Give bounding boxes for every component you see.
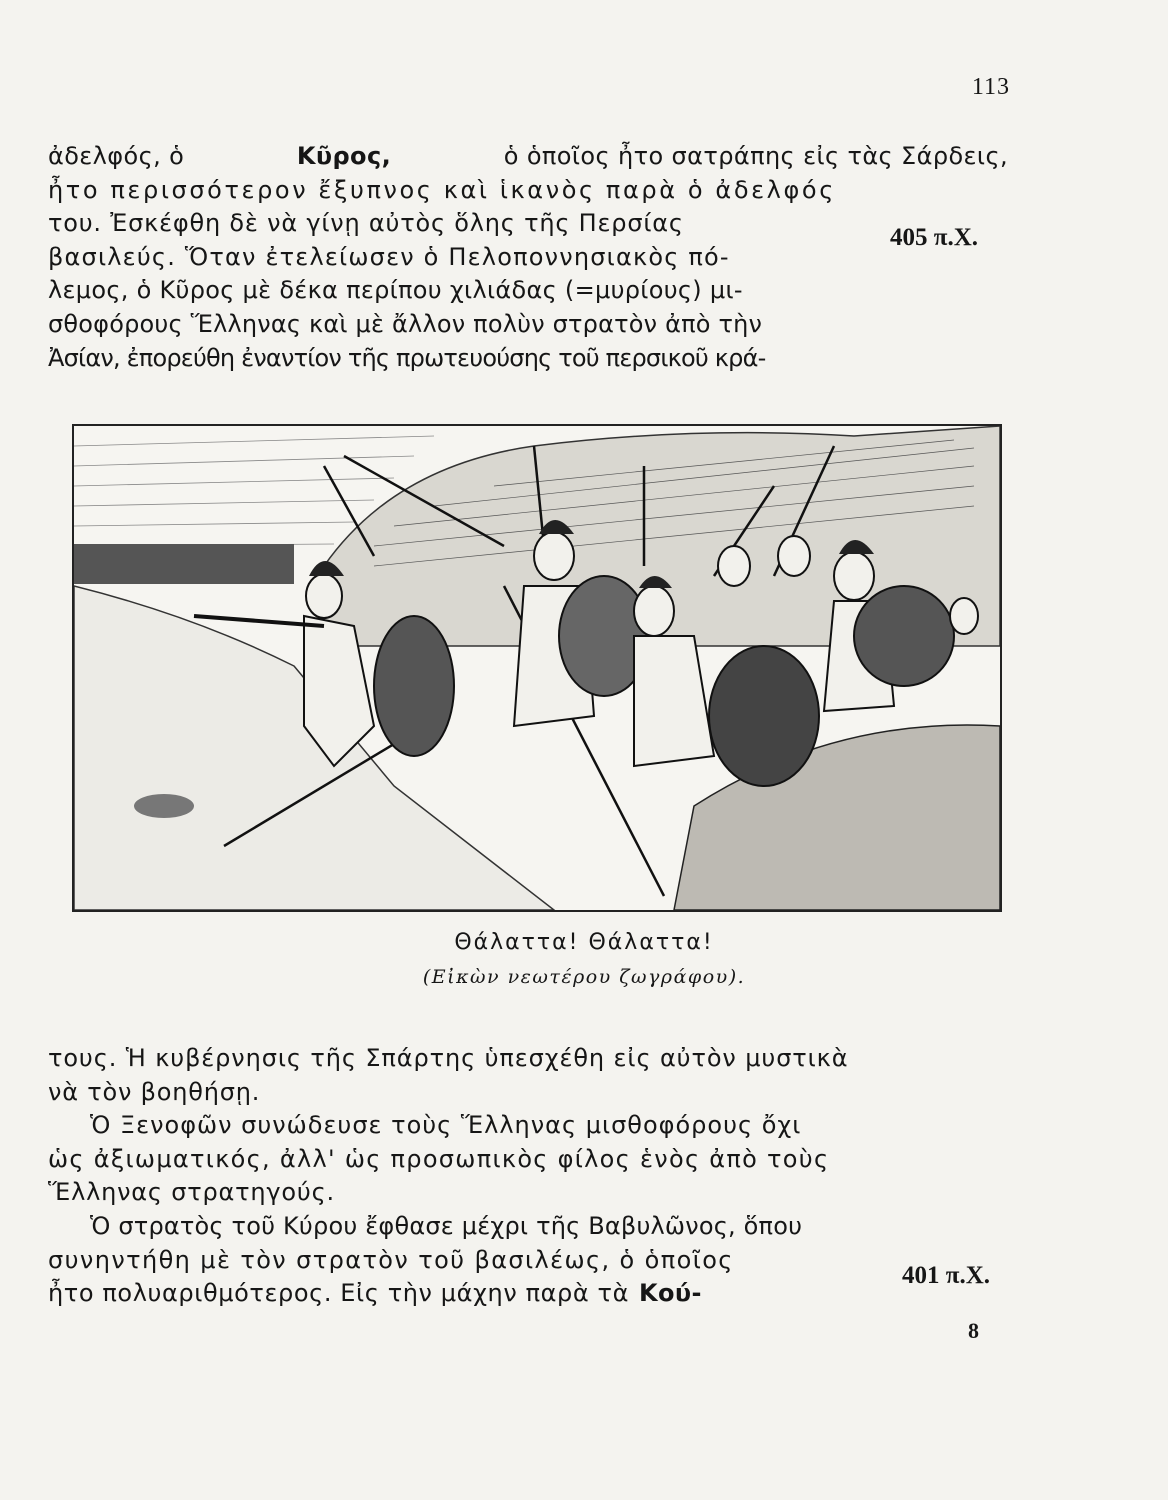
illustration-thalatta [72, 424, 1002, 912]
figure-credit: (Εἰκὼν νεωτέρου ζωγράφου). [422, 966, 746, 988]
bold-word-kou: Κού- [639, 1279, 702, 1308]
text-segment: ἦτο περισσότερον ἔξυπνος καὶ ἱκανὸς παρὰ ὁ ἀδελφός [48, 175, 836, 204]
text-line [48, 1277, 858, 1311]
text-segment: Ἕλληνας στρατηγούς. [48, 1178, 335, 1207]
text-line [48, 140, 1008, 174]
figure-caption: Θάλαττα! Θάλαττα! [454, 930, 714, 955]
text-segment: Ὁ Ξενοφῶν συνώδευσε τοὺς Ἕλληνας μισθοφόρους ὄχι [90, 1111, 802, 1140]
text-segment: νὰ τὸν βοηθήσῃ. [48, 1077, 261, 1106]
text-segment: του. Ἐσκέφθη δὲ νὰ γίνῃ αὐτὸς ὅλης τῆς Περσίας [48, 209, 684, 238]
bottom-paragraph [48, 1042, 1008, 1311]
text-line [48, 1076, 1008, 1110]
text-line [48, 308, 1008, 342]
text-line [48, 241, 858, 275]
text-segment: συνηντήθη μὲ τὸν στρατὸν τοῦ βασιλέως, ὁ ὁποῖος [48, 1245, 734, 1274]
text-segment: ὡς ἀξιωματικός, ἀλλ' ὡς προσωπικὸς φίλος ἑνὸς ἀπὸ τοὺς [48, 1144, 830, 1173]
sea [74, 544, 294, 584]
text-segment: λεμος, ὁ Κῦρος μὲ δέκα περίπου χιλιάδας (=μυρίους) μι- [48, 276, 743, 305]
text-line [48, 1210, 1008, 1244]
text-line [48, 207, 858, 241]
text-line [48, 1042, 1008, 1076]
bold-name-kyros: Κῦρος, [296, 142, 392, 170]
engraving-drawing [74, 426, 1000, 910]
text-line [48, 1143, 1008, 1177]
text-line [48, 174, 1008, 208]
text-segment: τους. Ἡ κυβέρνησις τῆς Σπάρτης ὑπεσχέθη εἰς αὐτὸν μυστικὰ [48, 1044, 849, 1072]
text-segment: ἀδελφός, ὁ [48, 142, 185, 170]
text-segment: ὁ ὁποῖος ἦτο σατράπης εἰς τὰς Σάρδεις, [503, 142, 1008, 170]
signature-mark: 8 [968, 1318, 979, 1343]
text-segment: σθοφόρους Ἕλληνας καὶ μὲ ἄλλον πολὺν στρατὸν ἀπὸ τὴν [48, 309, 763, 338]
text-segment: βασιλεύς. Ὅταν ἐτελείωσεν ὁ Πελοποννησιακὸς πό- [48, 242, 730, 271]
text-line [48, 1176, 1008, 1210]
margin-date-401: 401 π.Χ. [902, 1262, 991, 1289]
text-line [48, 342, 1008, 376]
text-segment: Ὁ στρατὸς τοῦ Κύρου ἔφθασε μέχρι τῆς Βαβυλῶνος, ὅπου [90, 1211, 803, 1240]
text-line [48, 274, 1008, 308]
page-number: 113 [971, 74, 1010, 100]
rock [134, 794, 194, 818]
top-paragraph [48, 140, 1008, 375]
margin-date-405: 405 π.Χ. [890, 224, 979, 251]
text-segment: ἦτο πολυαριθμότερος. Εἰς τὴν μάχην παρὰ τὰ [48, 1279, 630, 1308]
text-segment: Ἀσίαν, ἐπορεύθη ἐναντίον τῆς πρωτευούσης τοῦ περσικοῦ κρά- [48, 343, 766, 372]
text-line [48, 1109, 1008, 1143]
text-line [48, 1244, 858, 1278]
